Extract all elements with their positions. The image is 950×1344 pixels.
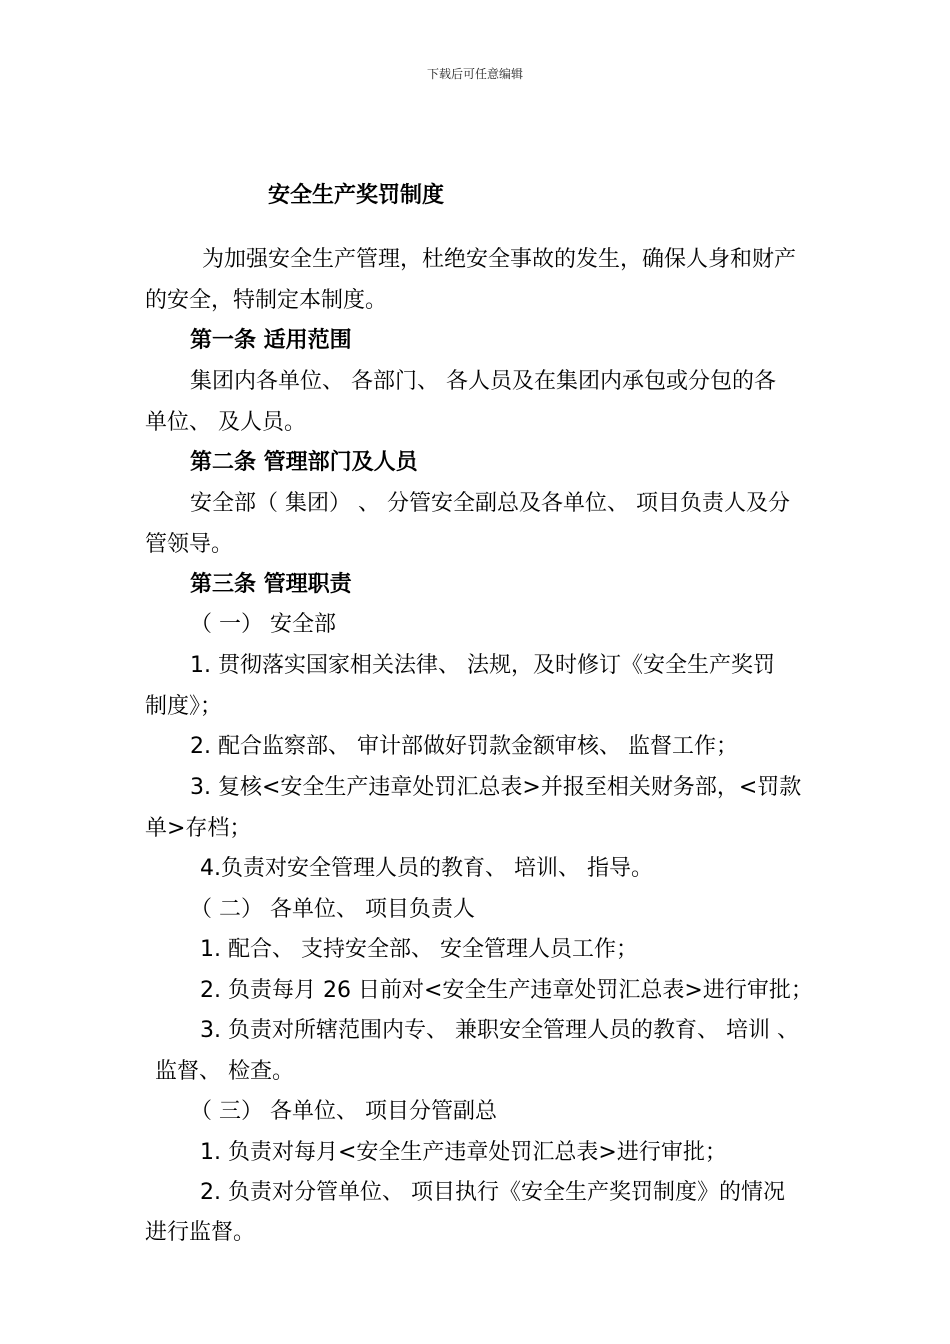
paragraph-line: 集团内各单位、 各部门、 各人员及在集团内承包或分包的各 [190, 369, 776, 394]
list-item: 1. 配合、 支持安全部、 安全管理人员工作； [200, 937, 638, 962]
list-item: 2. 负责对分管单位、 项目执行《安全生产奖罚制度》的情况 [200, 1180, 785, 1205]
paragraph-line: 管领导。 [145, 532, 234, 557]
paragraph-line: 的安全，特制定本制度。 [145, 288, 388, 313]
list-item: 2. 负责每月 26 日前对<安全生产违章处罚汇总表>进行审批； [200, 978, 813, 1003]
section-heading: 第一条 适用范围 [190, 328, 352, 353]
subsection-heading: （ 三） 各单位、 项目分管副总 [190, 1099, 497, 1124]
header-note: 下载后可任意编辑 [426, 67, 523, 81]
list-item: 2. 配合监察部、 审计部做好罚款金额审核、 监督工作； [190, 734, 738, 759]
list-item: 1. 负责对每月<安全生产违章处罚汇总表>进行审批； [200, 1140, 727, 1165]
paragraph-line: 单位、 及人员。 [145, 410, 306, 435]
list-item: 3. 复核<安全生产违章处罚汇总表>并报至相关财务部，<罚款 [190, 775, 802, 800]
list-item-continuation: 监督、 检查。 [155, 1059, 294, 1084]
list-item: 3. 负责对所辖范围内专、 兼职安全管理人员的教育、 培训 、 [200, 1018, 799, 1043]
list-item-continuation: 单>存档； [145, 816, 252, 841]
paragraph-line: 为加强安全生产管理，杜绝安全事故的发生，确保人身和财产 [202, 247, 797, 272]
list-item: 1. 贯彻落实国家相关法律、 法规，及时修订《安全生产奖罚 [190, 653, 775, 678]
section-heading: 第三条 管理职责 [190, 572, 352, 597]
list-item-continuation: 制度》； [145, 694, 223, 719]
document-title: 安全生产奖罚制度 [268, 183, 445, 208]
section-heading: 第二条 管理部门及人员 [190, 450, 418, 475]
paragraph-line: 安全部（ 集团） 、 分管安全副总及各单位、 项目负责人及分 [190, 491, 790, 516]
subsection-heading: （ 二） 各单位、 项目负责人 [190, 897, 475, 922]
list-item: 4.负责对安全管理人员的教育、 培训、 指导。 [200, 856, 653, 881]
list-item-continuation: 进行监督。 [145, 1220, 256, 1245]
subsection-heading: （ 一） 安全部 [190, 612, 336, 637]
